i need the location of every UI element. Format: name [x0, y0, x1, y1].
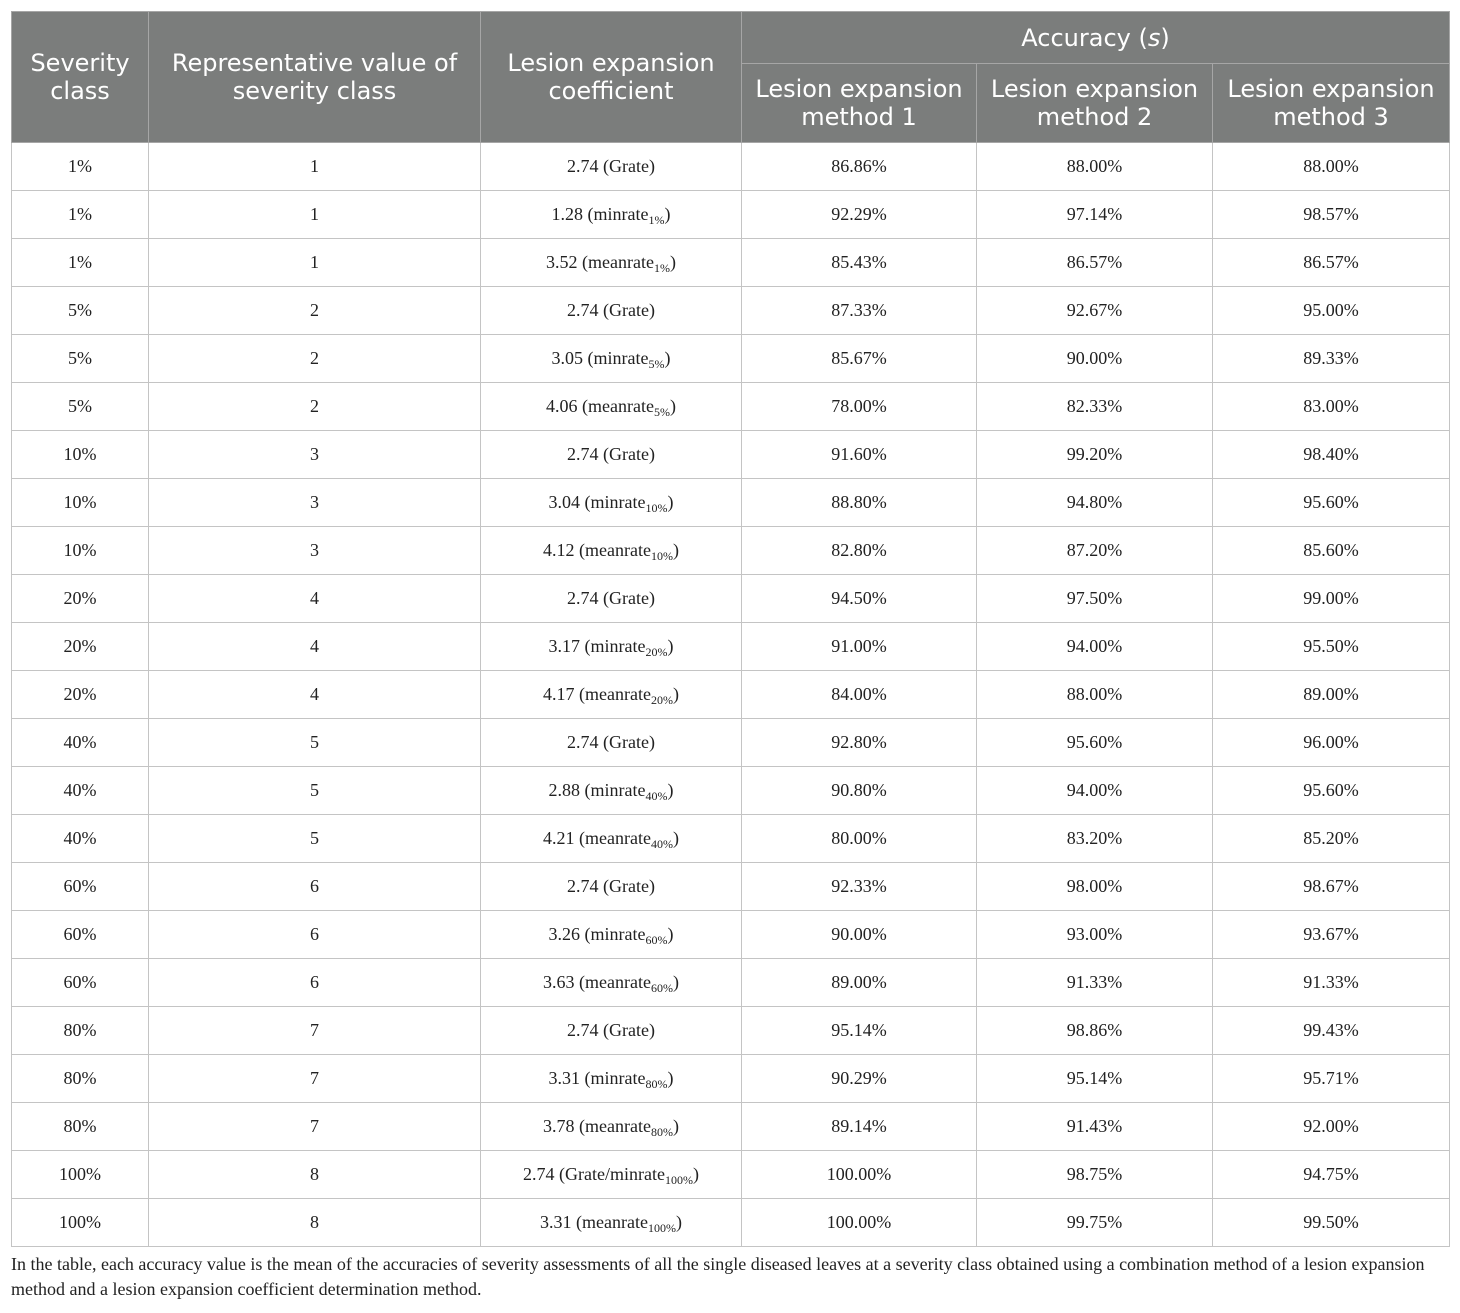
- header-method-3: Lesion expansion method 3: [1213, 64, 1450, 143]
- cell-representative: 7: [149, 1055, 481, 1103]
- cell-method-1: 91.60%: [742, 431, 977, 479]
- coefficient-text: 4.12 (meanrate: [543, 540, 651, 560]
- coefficient-text: 1.28 (minrate: [551, 204, 649, 224]
- cell-severity: 60%: [12, 863, 149, 911]
- cell-method-3: 86.57%: [1213, 239, 1450, 287]
- cell-severity: 10%: [12, 527, 149, 575]
- table-row: [12, 767, 1450, 815]
- coefficient-text: 3.17 (minrate: [548, 636, 646, 656]
- coefficient-text: 4.17 (meanrate: [543, 684, 651, 704]
- cell-method-2: 91.33%: [977, 959, 1213, 1007]
- cell-method-2: 97.14%: [977, 191, 1213, 239]
- coefficient-close: ): [672, 828, 679, 848]
- cell-representative: 5: [149, 719, 481, 767]
- cell-method-1: 90.80%: [742, 767, 977, 815]
- cell-coefficient: [481, 1151, 742, 1199]
- cell-method-3: 95.60%: [1213, 479, 1450, 527]
- coefficient-text: 3.52 (meanrate: [546, 252, 654, 272]
- cell-coefficient: [481, 527, 742, 575]
- cell-method-3: 96.00%: [1213, 719, 1450, 767]
- cell-method-3: 95.00%: [1213, 287, 1450, 335]
- table-row: [12, 143, 1450, 191]
- cell-method-2: 98.86%: [977, 1007, 1213, 1055]
- coefficient-close: ): [692, 1164, 699, 1184]
- cell-method-1: 82.80%: [742, 527, 977, 575]
- table-row: [12, 383, 1450, 431]
- cell-method-2: 90.00%: [977, 335, 1213, 383]
- cell-method-3: 91.33%: [1213, 959, 1450, 1007]
- header-accuracy-label: Accuracy (: [1021, 23, 1148, 52]
- cell-method-3: 85.60%: [1213, 527, 1450, 575]
- coefficient-subscript: 100%: [664, 1173, 693, 1187]
- cell-coefficient: [481, 431, 742, 479]
- cell-representative: 2: [149, 287, 481, 335]
- cell-method-3: 99.50%: [1213, 1199, 1450, 1247]
- header-severity-class: Severity class: [12, 12, 149, 143]
- cell-method-3: 88.00%: [1213, 143, 1450, 191]
- coefficient-subscript: 40%: [650, 837, 673, 851]
- cell-method-1: 89.14%: [742, 1103, 977, 1151]
- cell-method-3: 94.75%: [1213, 1151, 1450, 1199]
- coefficient-text: 4.21 (meanrate: [543, 828, 651, 848]
- coefficient-subscript: 20%: [650, 693, 673, 707]
- cell-method-2: 87.20%: [977, 527, 1213, 575]
- table-header: [12, 12, 1450, 143]
- coefficient-text: 2.74 (Grate): [567, 300, 655, 320]
- cell-method-2: 88.00%: [977, 671, 1213, 719]
- cell-method-1: 85.43%: [742, 239, 977, 287]
- cell-method-1: 89.00%: [742, 959, 977, 1007]
- coefficient-close: ): [672, 972, 679, 992]
- table-row: [12, 575, 1450, 623]
- cell-method-3: 95.60%: [1213, 767, 1450, 815]
- cell-method-2: 98.00%: [977, 863, 1213, 911]
- coefficient-close: ): [675, 1212, 682, 1232]
- cell-coefficient: [481, 959, 742, 1007]
- cell-severity: 10%: [12, 431, 149, 479]
- coefficient-subscript: 10%: [650, 549, 673, 563]
- coefficient-text: 2.74 (Grate): [567, 876, 655, 896]
- coefficient-text: 2.74 (Grate): [567, 588, 655, 608]
- coefficient-close: ): [667, 924, 674, 944]
- cell-coefficient: [481, 287, 742, 335]
- table-row: [12, 623, 1450, 671]
- cell-severity: 40%: [12, 767, 149, 815]
- cell-method-1: 90.00%: [742, 911, 977, 959]
- coefficient-text: 2.74 (Grate): [567, 1020, 655, 1040]
- coefficient-subscript: 1%: [648, 213, 665, 227]
- cell-representative: 3: [149, 527, 481, 575]
- header-representative-value: Representative value of severity class: [149, 12, 481, 143]
- cell-method-1: 100.00%: [742, 1199, 977, 1247]
- cell-severity: 10%: [12, 479, 149, 527]
- cell-method-3: 93.67%: [1213, 911, 1450, 959]
- cell-method-3: 99.43%: [1213, 1007, 1450, 1055]
- cell-method-2: 95.60%: [977, 719, 1213, 767]
- coefficient-text: 3.26 (minrate: [548, 924, 646, 944]
- cell-coefficient: [481, 863, 742, 911]
- coefficient-text: 3.31 (minrate: [548, 1068, 646, 1088]
- coefficient-subscript: 100%: [647, 1221, 676, 1235]
- cell-method-1: 87.33%: [742, 287, 977, 335]
- header-accuracy-var: s: [1147, 23, 1161, 52]
- cell-coefficient: [481, 575, 742, 623]
- cell-severity: 60%: [12, 959, 149, 1007]
- cell-method-3: 95.71%: [1213, 1055, 1450, 1103]
- cell-coefficient: [481, 719, 742, 767]
- cell-coefficient: [481, 1199, 742, 1247]
- table-row: [12, 239, 1450, 287]
- cell-coefficient: [481, 815, 742, 863]
- cell-method-1: 92.33%: [742, 863, 977, 911]
- coefficient-subscript: 60%: [650, 981, 673, 995]
- table-row: [12, 911, 1450, 959]
- cell-method-2: 94.00%: [977, 767, 1213, 815]
- cell-coefficient: [481, 1103, 742, 1151]
- coefficient-text: 2.88 (minrate: [548, 780, 646, 800]
- coefficient-subscript: 40%: [645, 789, 668, 803]
- cell-method-2: 94.00%: [977, 623, 1213, 671]
- cell-method-1: 100.00%: [742, 1151, 977, 1199]
- cell-severity: 20%: [12, 575, 149, 623]
- table-row: [12, 431, 1450, 479]
- cell-method-2: 99.75%: [977, 1199, 1213, 1247]
- cell-method-2: 91.43%: [977, 1103, 1213, 1151]
- cell-representative: 4: [149, 623, 481, 671]
- cell-method-1: 88.80%: [742, 479, 977, 527]
- coefficient-subscript: 1%: [653, 261, 670, 275]
- cell-method-1: 95.14%: [742, 1007, 977, 1055]
- coefficient-close: ): [672, 684, 679, 704]
- table-row: [12, 1151, 1450, 1199]
- cell-representative: 1: [149, 143, 481, 191]
- cell-representative: 6: [149, 863, 481, 911]
- cell-severity: 100%: [12, 1199, 149, 1247]
- cell-method-3: 89.33%: [1213, 335, 1450, 383]
- cell-coefficient: [481, 623, 742, 671]
- cell-severity: 80%: [12, 1055, 149, 1103]
- coefficient-close: ): [664, 204, 671, 224]
- cell-severity: 40%: [12, 719, 149, 767]
- coefficient-close: ): [669, 252, 676, 272]
- coefficient-text: 3.63 (meanrate: [543, 972, 651, 992]
- coefficient-subscript: 5%: [653, 405, 670, 419]
- cell-coefficient: [481, 335, 742, 383]
- cell-method-2: 98.75%: [977, 1151, 1213, 1199]
- cell-representative: 2: [149, 335, 481, 383]
- cell-severity: 60%: [12, 911, 149, 959]
- accuracy-table: [11, 11, 1450, 1247]
- cell-method-3: 83.00%: [1213, 383, 1450, 431]
- coefficient-text: 3.78 (meanrate: [543, 1116, 651, 1136]
- cell-coefficient: [481, 239, 742, 287]
- coefficient-subscript: 80%: [650, 1125, 673, 1139]
- cell-severity: 80%: [12, 1007, 149, 1055]
- cell-coefficient: [481, 1007, 742, 1055]
- table-row: [12, 1103, 1450, 1151]
- table-row: [12, 527, 1450, 575]
- cell-representative: 3: [149, 431, 481, 479]
- cell-representative: 5: [149, 815, 481, 863]
- header-accuracy-close: ): [1160, 23, 1170, 52]
- coefficient-close: ): [672, 1116, 679, 1136]
- cell-method-2: 99.20%: [977, 431, 1213, 479]
- cell-representative: 3: [149, 479, 481, 527]
- table-body: [12, 143, 1450, 1247]
- cell-severity: 5%: [12, 383, 149, 431]
- cell-method-2: 86.57%: [977, 239, 1213, 287]
- coefficient-close: ): [664, 348, 671, 368]
- cell-representative: 4: [149, 671, 481, 719]
- cell-severity: 20%: [12, 671, 149, 719]
- coefficient-text: 2.74 (Grate): [567, 444, 655, 464]
- cell-representative: 1: [149, 239, 481, 287]
- cell-coefficient: [481, 143, 742, 191]
- cell-representative: 2: [149, 383, 481, 431]
- table-row: [12, 335, 1450, 383]
- cell-method-1: 90.29%: [742, 1055, 977, 1103]
- table-row: [12, 1055, 1450, 1103]
- header-accuracy: [742, 12, 1450, 64]
- cell-severity: 1%: [12, 143, 149, 191]
- cell-representative: 7: [149, 1103, 481, 1151]
- cell-method-1: 94.50%: [742, 575, 977, 623]
- cell-coefficient: [481, 1055, 742, 1103]
- coefficient-text: 3.31 (meanrate: [540, 1212, 648, 1232]
- cell-severity: 1%: [12, 191, 149, 239]
- cell-representative: 4: [149, 575, 481, 623]
- cell-method-1: 84.00%: [742, 671, 977, 719]
- coefficient-close: ): [667, 1068, 674, 1088]
- table-row: [12, 863, 1450, 911]
- cell-severity: 5%: [12, 335, 149, 383]
- cell-coefficient: [481, 479, 742, 527]
- cell-coefficient: [481, 911, 742, 959]
- coefficient-text: 2.74 (Grate): [567, 156, 655, 176]
- cell-severity: 1%: [12, 239, 149, 287]
- cell-representative: 5: [149, 767, 481, 815]
- cell-representative: 1: [149, 191, 481, 239]
- cell-method-1: 80.00%: [742, 815, 977, 863]
- table-footnote: In the table, each accuracy value is the mean of the accuracies of severity assessments of all the single diseased leaves at a severity class obtained using a combination method of a lesion expansion method and a lesion expansion coefficient determination method.: [11, 1254, 1425, 1299]
- coefficient-close: ): [667, 492, 674, 512]
- table-row: [12, 815, 1450, 863]
- table-row: [12, 1007, 1450, 1055]
- cell-severity: 5%: [12, 287, 149, 335]
- coefficient-text: 3.05 (minrate: [551, 348, 649, 368]
- cell-method-1: 92.80%: [742, 719, 977, 767]
- cell-severity: 80%: [12, 1103, 149, 1151]
- cell-method-3: 92.00%: [1213, 1103, 1450, 1151]
- header-coefficient: Lesion expansion coefficient: [481, 12, 742, 143]
- table-row: [12, 191, 1450, 239]
- cell-method-2: 93.00%: [977, 911, 1213, 959]
- cell-method-3: 85.20%: [1213, 815, 1450, 863]
- coefficient-close: ): [667, 636, 674, 656]
- cell-method-1: 92.29%: [742, 191, 977, 239]
- cell-severity: 100%: [12, 1151, 149, 1199]
- cell-coefficient: [481, 191, 742, 239]
- coefficient-subscript: 5%: [648, 357, 665, 371]
- cell-method-2: 97.50%: [977, 575, 1213, 623]
- cell-representative: 7: [149, 1007, 481, 1055]
- coefficient-text: 3.04 (minrate: [548, 492, 646, 512]
- cell-representative: 8: [149, 1151, 481, 1199]
- coefficient-subscript: 10%: [645, 501, 668, 515]
- coefficient-close: ): [672, 540, 679, 560]
- cell-method-2: 92.67%: [977, 287, 1213, 335]
- cell-method-3: 95.50%: [1213, 623, 1450, 671]
- cell-method-1: 78.00%: [742, 383, 977, 431]
- table-row: [12, 671, 1450, 719]
- table-row: [12, 959, 1450, 1007]
- coefficient-close: ): [667, 780, 674, 800]
- cell-representative: 6: [149, 911, 481, 959]
- cell-method-1: 91.00%: [742, 623, 977, 671]
- coefficient-subscript: 60%: [645, 933, 668, 947]
- cell-method-2: 88.00%: [977, 143, 1213, 191]
- header-method-1: Lesion expansion method 1: [742, 64, 977, 143]
- cell-method-2: 82.33%: [977, 383, 1213, 431]
- cell-method-3: 89.00%: [1213, 671, 1450, 719]
- header-method-2: Lesion expansion method 2: [977, 64, 1213, 143]
- cell-method-1: 86.86%: [742, 143, 977, 191]
- cell-severity: 40%: [12, 815, 149, 863]
- cell-representative: 6: [149, 959, 481, 1007]
- cell-method-3: 99.00%: [1213, 575, 1450, 623]
- coefficient-subscript: 80%: [645, 1077, 668, 1091]
- coefficient-text: 2.74 (Grate/minrate: [523, 1164, 665, 1184]
- table-row: [12, 479, 1450, 527]
- cell-coefficient: [481, 767, 742, 815]
- cell-representative: 8: [149, 1199, 481, 1247]
- cell-severity: 20%: [12, 623, 149, 671]
- cell-coefficient: [481, 383, 742, 431]
- cell-method-1: 85.67%: [742, 335, 977, 383]
- cell-method-2: 83.20%: [977, 815, 1213, 863]
- table-row: [12, 1199, 1450, 1247]
- cell-method-3: 98.67%: [1213, 863, 1450, 911]
- cell-method-2: 94.80%: [977, 479, 1213, 527]
- table-container: [11, 11, 1449, 1302]
- coefficient-text: 4.06 (meanrate: [546, 396, 654, 416]
- coefficient-close: ): [669, 396, 676, 416]
- cell-method-3: 98.57%: [1213, 191, 1450, 239]
- cell-method-3: 98.40%: [1213, 431, 1450, 479]
- coefficient-text: 2.74 (Grate): [567, 732, 655, 752]
- coefficient-subscript: 20%: [645, 645, 668, 659]
- table-row: [12, 719, 1450, 767]
- cell-method-2: 95.14%: [977, 1055, 1213, 1103]
- table-row: [12, 287, 1450, 335]
- cell-coefficient: [481, 671, 742, 719]
